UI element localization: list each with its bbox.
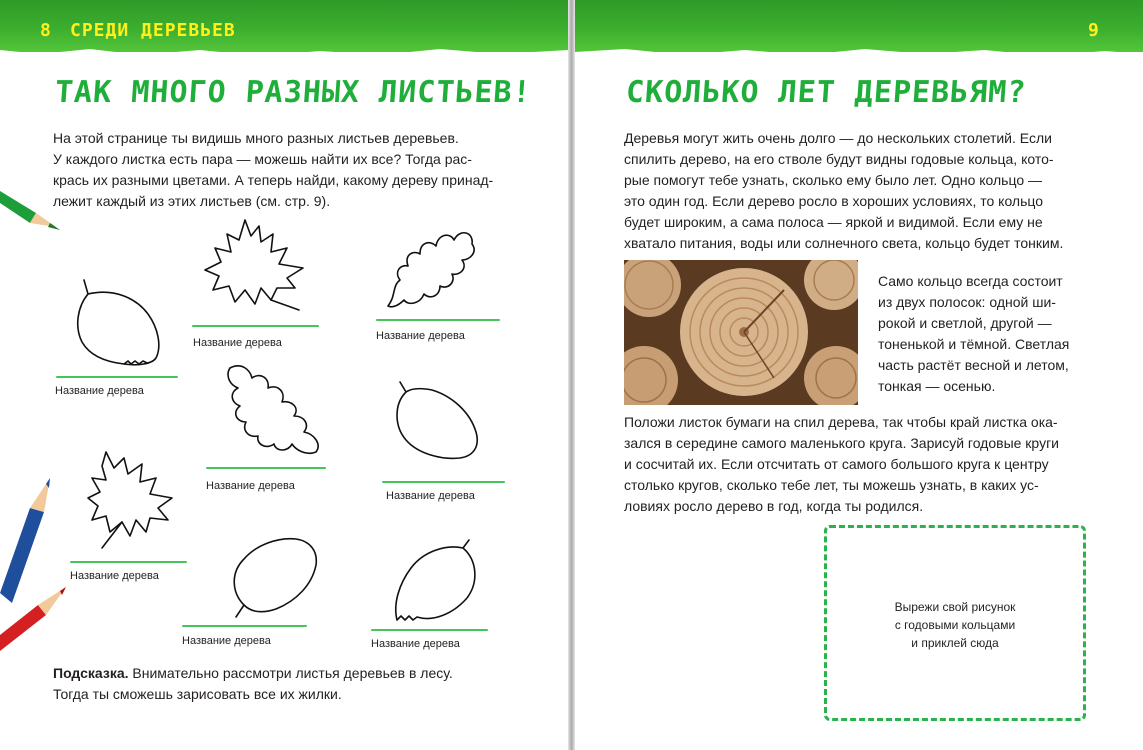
leaf-caption: Название дерева — [206, 480, 295, 492]
instructions-text — [624, 412, 1124, 517]
hint-text — [53, 663, 553, 705]
instructions-line: ловиях росло дерево в год, когда ты родился. — [624, 498, 924, 514]
paste-box-text — [827, 598, 1083, 652]
answer-line — [376, 319, 500, 321]
hint-label: Подсказка. — [53, 665, 129, 681]
maple-leaf-icon — [205, 218, 305, 313]
leaf-caption: Название дерева — [376, 330, 465, 342]
side-text-line: тонкая — осенью. — [878, 378, 996, 394]
right-intro-line: это один год. Если дерево росло в хороших условиях, то кольцо — [624, 193, 1044, 209]
side-text-line: часть растёт весной и летом, — [878, 357, 1069, 373]
green-pencil-icon — [0, 183, 70, 241]
right-header-banner — [575, 0, 1143, 52]
maple-leaf-icon — [88, 450, 183, 550]
right-intro — [624, 128, 1124, 254]
left-intro-line: У каждого листка есть пара — можешь найти их все? Тогда рас- — [53, 151, 472, 167]
right-intro-line: Деревья могут жить очень долго — до нескольких столетий. Если — [624, 130, 1052, 146]
leaf-caption: Название дерева — [371, 638, 460, 650]
book-gutter — [568, 0, 575, 750]
instructions-line: и сосчитай их. Если отсчитать от самого большого круга к центру — [624, 456, 1049, 472]
birch-leaf-icon — [393, 538, 483, 628]
left-intro — [53, 128, 553, 212]
instructions-line: зался в середине самого маленького круга. Зарисуй годовые круги — [624, 435, 1059, 451]
left-intro-line: На этой странице ты видишь много разных листьев деревьев. — [53, 130, 459, 146]
answer-line — [371, 629, 488, 631]
left-intro-line: лежит каждый из этих листьев (см. стр. 9). — [53, 193, 331, 209]
answer-line — [182, 625, 307, 627]
paste-box-line: и приклей сюда — [911, 636, 999, 650]
birch-leaf-icon — [74, 280, 164, 370]
right-intro-line: будет широким, а сама полоса — яркой и видимой. Если ему не — [624, 214, 1043, 230]
side-text-line: рокой и светлой, другой — — [878, 315, 1052, 331]
left-intro-line: крась их разными цветами. А теперь найди, какому дереву принад- — [53, 172, 494, 188]
left-page-title: ТАК МНОГО РАЗНЫХ ЛИСТЬЕВ! — [53, 75, 533, 110]
answer-line — [56, 376, 178, 378]
right-page-title: СКОЛЬКО ЛЕТ ДЕРЕВЬЯМ? — [624, 75, 1028, 110]
rings-side-text — [878, 271, 1088, 397]
side-text-line: Само кольцо всегда состоит — [878, 273, 1063, 289]
side-text-line: из двух полосок: одной ши- — [878, 294, 1056, 310]
paste-drawing-box — [824, 525, 1086, 721]
leaf-caption: Название дерева — [193, 337, 282, 349]
side-text-line: тоненькой и тёмной. Светлая — [878, 336, 1070, 352]
answer-line — [70, 561, 187, 563]
right-page-number: 9 — [1088, 20, 1100, 41]
right-intro-line: рые помогут тебе узнать, сколько ему было лет. Одно кольцо — — [624, 172, 1043, 188]
left-page-number: 8 — [40, 20, 52, 41]
answer-line — [206, 467, 326, 469]
leaf-caption: Название дерева — [182, 635, 271, 647]
oak-leaf-icon — [226, 360, 326, 455]
red-pencil-icon — [0, 585, 70, 655]
instructions-line: Положи листок бумаги на спил дерева, так чтобы край листка ока- — [624, 414, 1058, 430]
right-intro-line: спилить дерево, на его стволе будут видны годовые кольца, кото- — [624, 151, 1054, 167]
oak-leaf-icon — [386, 220, 476, 310]
log-pile-photo — [624, 260, 858, 405]
answer-line — [192, 325, 319, 327]
instructions-line: столько кругов, сколько тебе лет, ты можешь узнать, в каких ус- — [624, 477, 1039, 493]
leaf-caption: Название дерева — [70, 570, 159, 582]
paste-box-line: Вырежи свой рисунок — [894, 600, 1016, 614]
right-intro-line: хватало питания, воды или солнечного света, кольцо будет тонким. — [624, 235, 1064, 251]
leaf-caption: Название дерева — [386, 490, 475, 502]
answer-line — [382, 481, 505, 483]
beech-leaf-icon — [230, 535, 320, 620]
hint-line: Внимательно рассмотри листья деревьев в лесу. — [128, 665, 453, 681]
hint-line: Тогда ты сможешь зарисовать все их жилки. — [53, 686, 342, 702]
beech-leaf-icon — [390, 378, 480, 463]
leaf-caption: Название дерева — [55, 385, 144, 397]
section-title: СРЕДИ ДЕРЕВЬЕВ — [70, 20, 236, 41]
paste-box-line: с годовыми кольцами — [894, 618, 1016, 632]
